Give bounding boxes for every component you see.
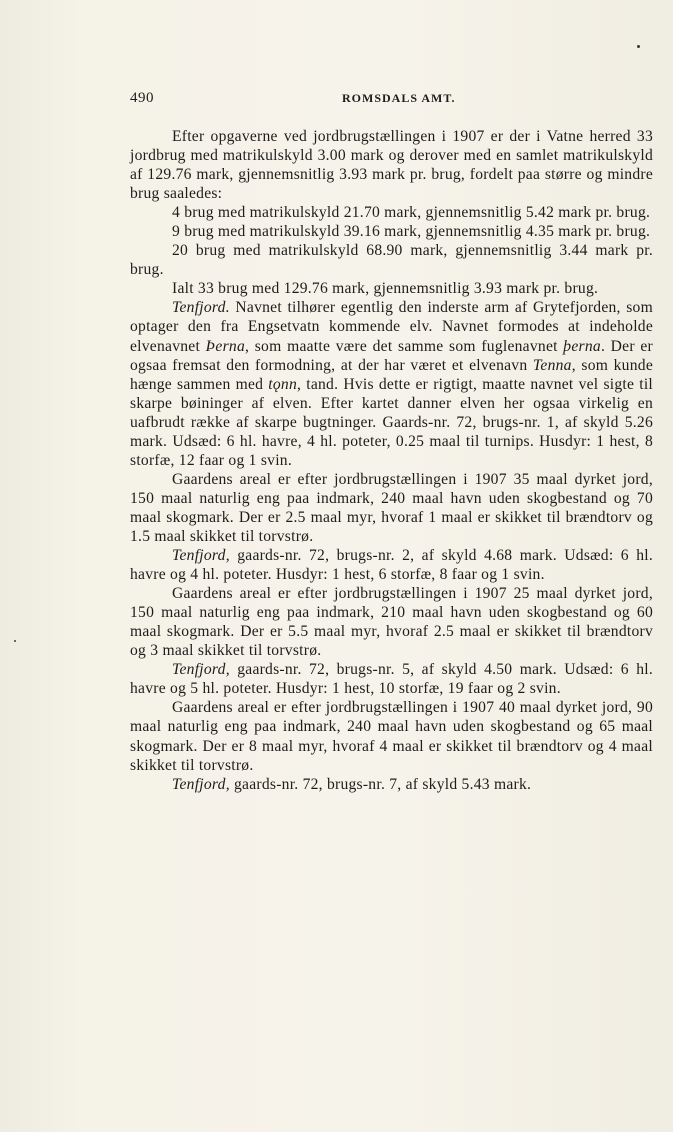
- river-name: Þerna: [205, 337, 245, 355]
- running-title: ROMSDALS AMT.: [342, 91, 456, 105]
- paragraph-area-1: Gaardens areal er efter jordbrugstællingen i 1907 35 maal dyrket jord, 150 maal naturlig eng paa indmark, 240 maal havn uden skogbestand og 70 maal skogmark. Der er 2.5 maal myr, hvoraf 1 maal er skikket til brændtorv og 1.5 maal skikket til torvstrø.: [130, 470, 653, 545]
- text-run: , som kunde hænge sammen med: [130, 356, 653, 393]
- scan-speck: [14, 640, 16, 642]
- text-run: , som maatte være det samme som fuglenavnet: [245, 337, 564, 355]
- text-run: gaards-nr. 72, brugs-nr. 5, af skyld 4.50 mark. Udsæd: 6 hl. havre og 5 hl. poteter. Husdyr: 1 hest, 10 storfæ, 19 faar og 2 svin.: [130, 661, 653, 698]
- paragraph-brug-5: [130, 660, 653, 698]
- paragraph-tenfjord-name: [130, 298, 653, 469]
- text-run: . Der er ogsaa fremsat den formodning, at der har været et elvenavn: [130, 337, 654, 374]
- paragraph-statistics-intro: Efter opgaverne ved jordbrugstællingen i 1907 er der i Vatne herred 33 jordbrug med matrikulskyld 3.00 mark og derover med en samlet matrikulskyld af 129.76 mark, gjennemsnitlig 3.93 mark pr. brug, fordelt paa større og mindre brug saaledes:: [130, 128, 653, 203]
- paragraph-group-2: 9 brug med matrikulskyld 39.16 mark, gjennemsnitlig 4.35 mark pr. brug.: [172, 223, 651, 241]
- bird-name: þerna: [563, 337, 601, 355]
- place-name: Tenfjord,: [172, 661, 230, 679]
- text-run: Navnet tilhører egentlig den inderste arm af Grytefjorden, som optager den fra Engsetvatn kommende elv. Navnet formodes at indeholde elvenavnet: [130, 299, 653, 355]
- paragraph-total: Ialt 33 brug med 129.76 mark, gjennemsnitlig 3.93 mark pr. brug.: [172, 280, 599, 298]
- page-header: [130, 90, 650, 112]
- paragraph-brug-2: [130, 546, 653, 584]
- paragraph-group-3: 20 brug med matrikulskyld 68.90 mark, gjennemsnitlig 3.44 mark pr. brug.: [130, 242, 653, 279]
- paragraph-group-1: 4 brug med matrikulskyld 21.70 mark, gjennemsnitlig 5.42 mark pr. brug.: [172, 204, 651, 222]
- place-name: Tenfjord.: [172, 299, 230, 317]
- old-norse-word: tǫnn: [268, 375, 298, 393]
- paragraph-area-2: Gaardens areal er efter jordbrugstællingen i 1907 25 maal dyrket jord, 150 maal naturlig eng paa indmark, 210 maal havn uden skogbestand og 60 maal skogmark. Der er 5.5 maal myr, hvoraf 2.5 maal er skikket til brændtorv og 3 maal skikket til torvstrø.: [130, 585, 653, 660]
- scan-speck: [637, 45, 640, 48]
- text-run: , tand. Hvis dette er rigtigt, maatte navnet vel sigte til skarpe bøininger af elven. Efter kartet danner elven her ogsaa virkelig en uafbrudt række af skarpe bugtninger. Gaards-nr. 72, brugs-nr. 1, af skyld 5.26 mark. Udsæd: 6 hl. havre, 4 hl. poteter, 0.25 maal til turnips. Husdyr: 1 hest, 8 storfæ, 12 faar og 1 svin.: [130, 375, 653, 469]
- paragraph-area-3: Gaardens areal er efter jordbrugstællingen i 1907 40 maal dyrket jord, 90 maal naturlig eng paa indmark, 240 maal havn uden skogbestand og 65 maal skogmark. Der er 8 maal myr, hvoraf 4 maal er skikket til brændtorv og 4 maal skikket til torvstrø.: [130, 699, 653, 774]
- place-name: Tenfjord,: [172, 547, 230, 565]
- body-text: [130, 127, 653, 794]
- page-number: 490: [130, 90, 154, 106]
- river-name-alt: Tenna: [532, 356, 572, 374]
- paragraph-brug-7: [130, 775, 653, 794]
- text-run: gaards-nr. 72, brugs-nr. 2, af skyld 4.68 mark. Udsæd: 6 hl. havre og 4 hl. poteter. Husdyr: 1 hest, 6 storfæ, 8 faar og 1 svin.: [130, 547, 653, 584]
- place-name: Tenfjord,: [172, 775, 230, 793]
- text-run: gaards-nr. 72, brugs-nr. 7, af skyld 5.43 mark.: [229, 775, 532, 793]
